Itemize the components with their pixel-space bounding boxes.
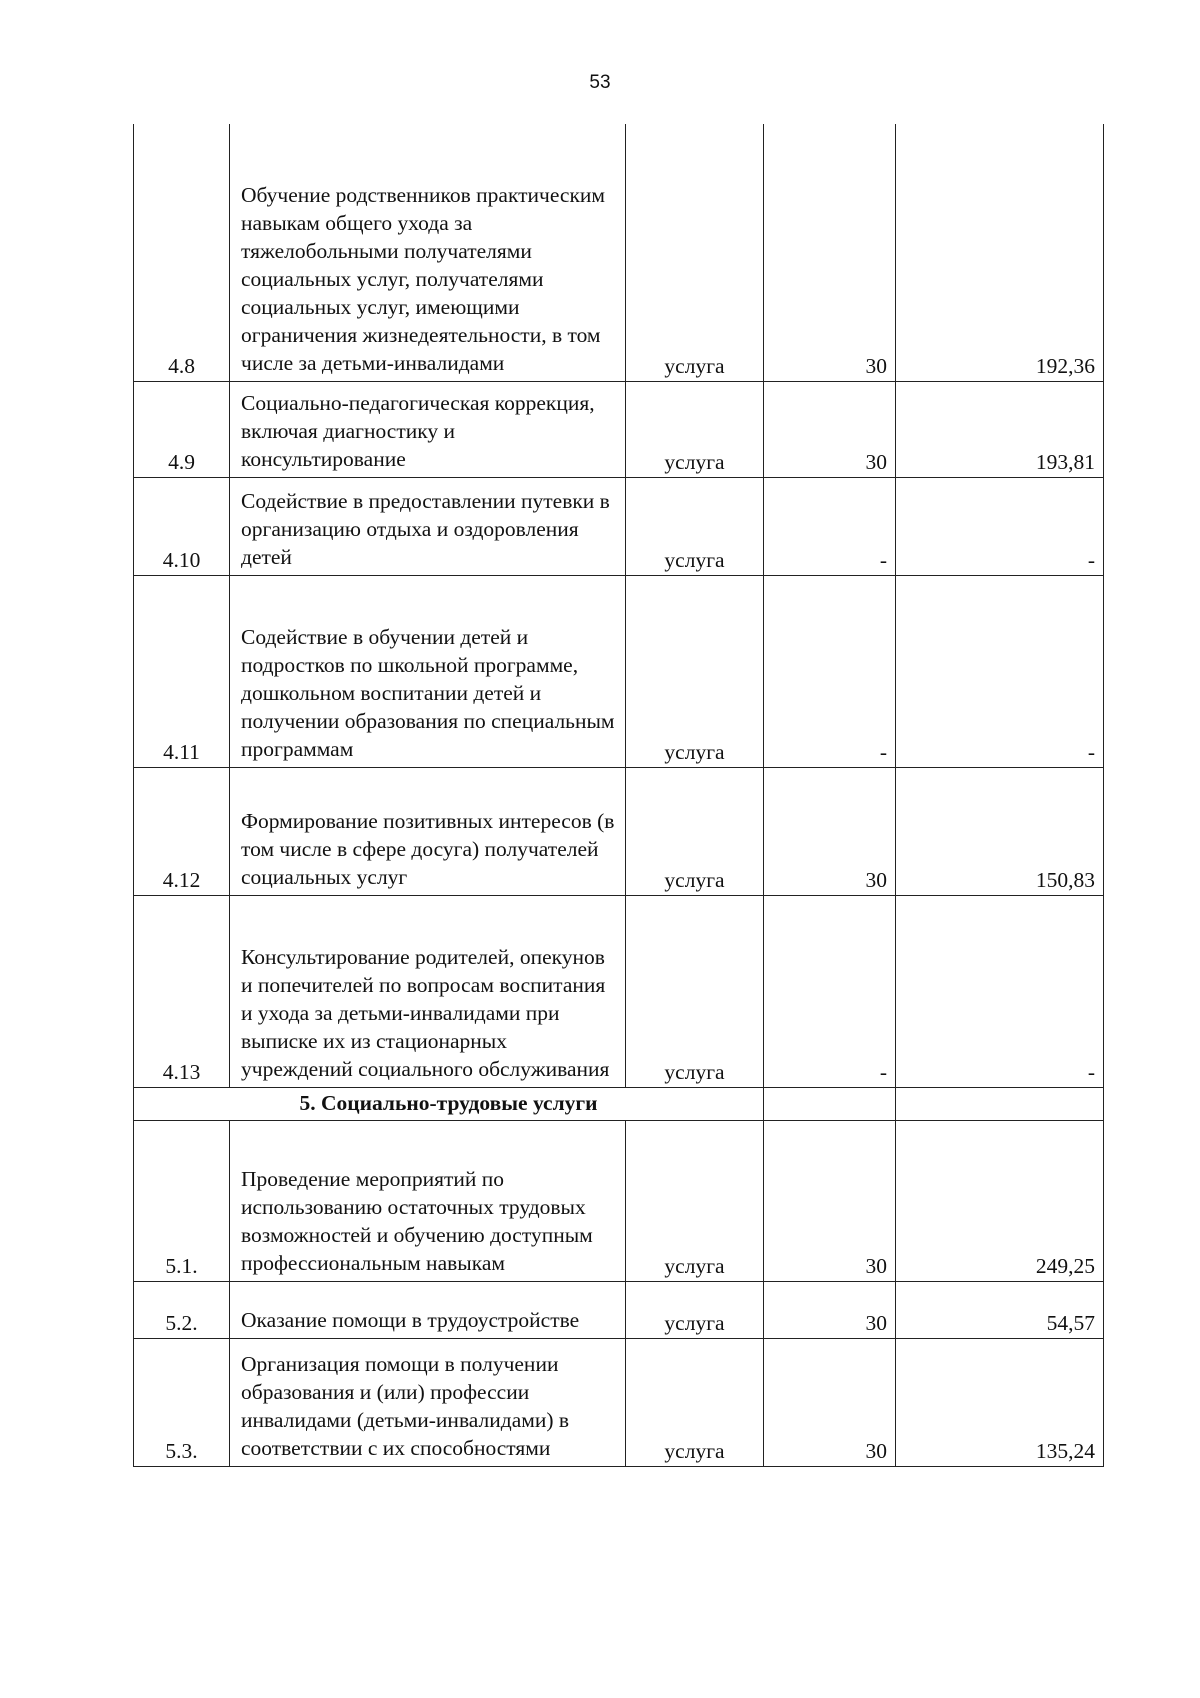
price-cell: - — [896, 575, 1104, 767]
unit-cell: услуга — [626, 477, 764, 575]
services-table — [133, 124, 1104, 1467]
table-row — [134, 124, 1104, 381]
unit-cell: услуга — [626, 381, 764, 477]
quantity-cell: 30 — [764, 124, 896, 381]
price-cell: 54,57 — [896, 1281, 1104, 1338]
quantity-cell: 30 — [764, 767, 896, 895]
table-row — [134, 895, 1104, 1087]
row-number: 4.12 — [134, 767, 230, 895]
quantity-cell: 30 — [764, 1281, 896, 1338]
quantity-cell: 30 — [764, 1120, 896, 1281]
price-cell: 249,25 — [896, 1120, 1104, 1281]
row-number: 4.9 — [134, 381, 230, 477]
section-title: 5. Социально-трудовые услуги — [134, 1087, 764, 1120]
unit-cell: услуга — [626, 895, 764, 1087]
quantity-cell: 30 — [764, 381, 896, 477]
price-cell: 135,24 — [896, 1338, 1104, 1466]
table-row — [134, 767, 1104, 895]
row-number: 4.11 — [134, 575, 230, 767]
unit-cell: услуга — [626, 1281, 764, 1338]
service-name: Проведение мероприятий по использованию остаточных трудовых возможностей и обучению доступным профессиональным навыкам — [230, 1120, 626, 1281]
price-cell: 150,83 — [896, 767, 1104, 895]
price-cell: - — [896, 477, 1104, 575]
service-name: Оказание помощи в трудоустройстве — [230, 1281, 626, 1338]
service-name: Консультирование родителей, опекунов и попечителей по вопросам воспитания и ухода за детьми-инвалидами при выписке их из стационарных учреждений социального обслуживания — [230, 895, 626, 1087]
service-name: Обучение родственников практическим навыкам общего ухода за тяжелобольными получателями социальных услуг, получателями социальных услуг, имеющими ограничения жизнедеятельности, в том числе за детьми-инвалидами — [230, 124, 626, 381]
unit-cell: услуга — [626, 124, 764, 381]
page-number: 53 — [589, 72, 611, 93]
price-cell: 193,81 — [896, 381, 1104, 477]
unit-cell: услуга — [626, 767, 764, 895]
price-cell: - — [896, 895, 1104, 1087]
quantity-cell: - — [764, 895, 896, 1087]
row-number: 5.3. — [134, 1338, 230, 1466]
table-row — [134, 477, 1104, 575]
row-number: 4.13 — [134, 895, 230, 1087]
row-number: 4.8 — [134, 124, 230, 381]
empty-cell — [896, 1087, 1104, 1120]
service-name: Содействие в обучении детей и подростков по школьной программе, дошкольном воспитании детей и получении образования по специальным программам — [230, 575, 626, 767]
table-row — [134, 1338, 1104, 1466]
service-name: Социально-педагогическая коррекция, включая диагностику и консультирование — [230, 381, 626, 477]
unit-cell: услуга — [626, 575, 764, 767]
empty-cell — [764, 1087, 896, 1120]
table-row — [134, 575, 1104, 767]
row-number: 5.2. — [134, 1281, 230, 1338]
section-header-row — [134, 1087, 1104, 1120]
unit-cell: услуга — [626, 1120, 764, 1281]
row-number: 4.10 — [134, 477, 230, 575]
table-row — [134, 1281, 1104, 1338]
quantity-cell: - — [764, 575, 896, 767]
service-name: Формирование позитивных интересов (в том числе в сфере досуга) получателей социальных услуг — [230, 767, 626, 895]
table-row — [134, 1120, 1104, 1281]
quantity-cell: - — [764, 477, 896, 575]
price-cell: 192,36 — [896, 124, 1104, 381]
service-name: Содействие в предоставлении путевки в организацию отдыха и оздоровления детей — [230, 477, 626, 575]
table-row — [134, 381, 1104, 477]
row-number: 5.1. — [134, 1120, 230, 1281]
service-name: Организация помощи в получении образования и (или) профессии инвалидами (детьми-инвалидами) в соответствии с их способностями — [230, 1338, 626, 1466]
unit-cell: услуга — [626, 1338, 764, 1466]
quantity-cell: 30 — [764, 1338, 896, 1466]
